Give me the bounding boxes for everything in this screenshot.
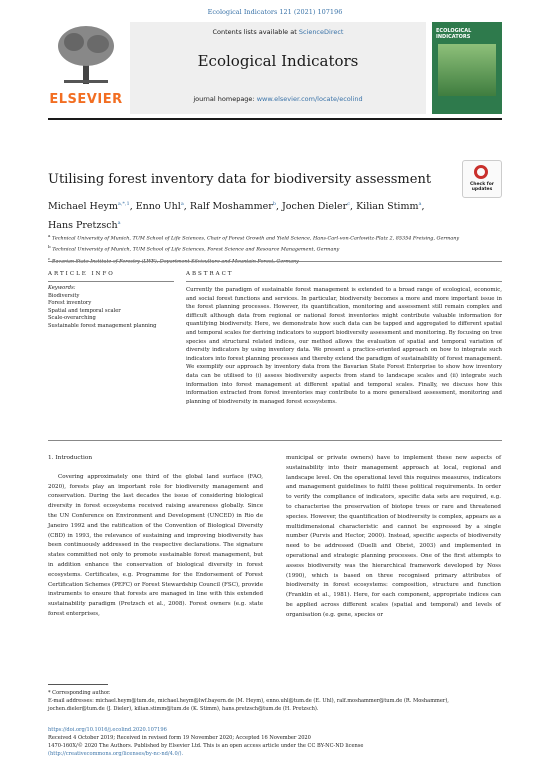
author-name[interactable]: Michael Heym bbox=[48, 201, 118, 213]
publisher-logo-text: ELSEVIER bbox=[49, 92, 123, 107]
publication-info bbox=[48, 726, 502, 742]
author-sup[interactable]: c bbox=[347, 201, 351, 207]
keywords-block bbox=[48, 285, 176, 331]
license-block bbox=[48, 742, 502, 758]
sciencedirect-link[interactable]: ScienceDirect bbox=[298, 28, 344, 36]
author-sup[interactable]: a bbox=[418, 201, 422, 207]
abstract-heading: ABSTRACT bbox=[186, 271, 234, 277]
contents-line bbox=[130, 28, 426, 36]
affiliation-text: Technical University of Munich, TUM School of Life Sciences, Forest Science and Resource Management, Germany bbox=[52, 247, 340, 254]
received-dates: Received 4 October 2019; Received in revised form 19 November 2020; Accepted 16 November 2020 bbox=[48, 735, 311, 742]
divider bbox=[48, 261, 502, 262]
author-sup[interactable]: a bbox=[117, 220, 121, 227]
license-text: 1470-160X/© 2020 The Authors. Published by Elsevier Ltd. This is an open access article under the CC BY-NC-ND license bbox=[48, 743, 364, 749]
footnote-rule bbox=[48, 684, 108, 685]
body-column-left bbox=[48, 454, 263, 620]
email-addresses[interactable]: E-mail addresses: michael.heym@tum.de, michael.heym@lwf.bayern.de (M. Heym), enno.uhl@tum.de (E. Uhl), ralf.moshammer@tum.de (R. Moshammer), jochen.dieler@tum.de (J. Dieler), kilian.stimm@tum.de (K. Stimm), hans.pretzsch@tum.de (H. Pretzsch). bbox=[48, 697, 449, 712]
affiliation-sup: a bbox=[48, 233, 51, 238]
affiliation-sup: c bbox=[48, 255, 51, 261]
body-column-right bbox=[286, 454, 501, 621]
article-info-heading: ARTICLE INFO bbox=[48, 271, 115, 277]
homepage-line bbox=[130, 95, 426, 103]
header-rule bbox=[48, 118, 502, 120]
body-paragraph: Covering approximately one third of the global land surface (FAO, 2020), forests play an important role for biodiversity management and conservation. During the last decades the issue of considering biological diversity in forest ecosystems received raising awareness globally. Since the UN Conference on Environment and Development (UNCED) in Rio de Janeiro 1992 and the ratification of the Convention of Biological Diversity (CBD) in 1993, the relevance of sustaining and improving biodiversity has been continuously addressed in the respective declarations. The signature states committed not only to promote sustainable forest management, but in addition enhance the conservation of biological diversity in forest ecosystems. Certificates, e.g. Programme for the Endorsement of Forest Certification Schemes (PEFC) or Forest Stewardship Council (FSC), provide instruments to ensure that forests are managed in line with this extended sustainability paradigm (Pretzsch et al., 2008). Forest owners (e.g. state forest enterprises, bbox=[48, 473, 263, 617]
doi-link[interactable]: https://doi.org/10.1016/j.ecolind.2020.107196 bbox=[48, 727, 167, 733]
keyword: Sustainable forest management planning bbox=[48, 322, 157, 329]
author-name[interactable]: Kilian Stimm bbox=[356, 201, 419, 213]
cover-image bbox=[438, 44, 496, 96]
author-name[interactable]: Enno Uhl bbox=[135, 201, 181, 213]
journal-header bbox=[48, 22, 502, 114]
license-link[interactable]: (http://creativecommons.org/licenses/by-nc-nd/4.0/). bbox=[48, 751, 184, 758]
divider bbox=[186, 281, 502, 282]
affiliation-text: Technical University of Munich, TUM School of Life Sciences, Chair of Forest Growth and Yield Science, Hans-Carl-von-Carlowitz-Platz 2, 85354 Freising, Germany bbox=[52, 235, 460, 242]
section-heading: 1. Introduction bbox=[48, 455, 93, 461]
author-list: Michael Heym$^{a,*,1}$, Enno Uhl$^a$, Ralf Moshammer$^b$, Jochen Dieler$^c$, Kilian Stimm$^a$, Hans Pretzsch$^a$ bbox=[48, 201, 425, 232]
keyword: Biodiversity bbox=[48, 292, 80, 299]
journal-title: Ecological Indicators bbox=[197, 52, 359, 70]
affiliation bbox=[48, 232, 502, 243]
homepage-link[interactable]: www.elsevier.com/locate/ecolind bbox=[256, 95, 363, 103]
cover-title: ECOLOGICAL INDICATORS bbox=[436, 28, 472, 40]
check-updates-icon bbox=[474, 165, 488, 179]
keyword: Scale-overarching bbox=[48, 315, 96, 322]
check-updates-label: Check for updates bbox=[469, 182, 495, 192]
keywords-heading: Keywords: bbox=[48, 285, 76, 291]
author-name[interactable]: Ralf Moshammer bbox=[189, 201, 273, 213]
divider bbox=[48, 281, 174, 282]
elsevier-tree-icon bbox=[54, 24, 118, 88]
keyword: Forest inventory bbox=[48, 300, 92, 307]
author-sup[interactable]: a bbox=[180, 201, 184, 207]
body-paragraph: municipal or private owners) have to implement these new aspects of sustainability into their management approach at local, regional and landscape level. On the operational level this requires measures, indicators and management guidelines to fulfil these political requirements. In order to verify the compliance of indicators, specific data sets are required, e.g. to characterise the preservation of biotope trees or rare and threatened species. However, the quantification of biodiversity is complex, appears as a multidimensional characteristic and cannot be expressed by a single number (Purvis and Hector, 2000). Instead, specific aspects of biodiversity need to be addressed (Duelli and Obrist, 2003) and implemented in operational and strategic planning processes. One of the first attempts to assess biodiversity was the hierarchical framework developed by Noss (1990), which is based on three recognised primary attributes of biodiversity in forest ecosystems: composition, structure and function (Franklin et al., 1981). Here, for each component, appropriate indices can be applied across different scales (spatial and temporal) and levels of organisation (e.g. gene, species or bbox=[286, 455, 501, 618]
author-sup[interactable]: a,*,1 bbox=[117, 201, 130, 207]
check-updates-badge[interactable] bbox=[462, 160, 502, 198]
journal-cover[interactable] bbox=[432, 22, 502, 114]
affiliation-sup: b bbox=[48, 244, 51, 250]
footnotes bbox=[48, 690, 502, 713]
keyword: Spatial and temporal scaler bbox=[48, 307, 121, 314]
article-title: Utilising forest inventory data for biodiversity assessment bbox=[48, 172, 432, 187]
author-name[interactable]: Jochen Dieler bbox=[282, 201, 348, 213]
journal-masthead bbox=[130, 22, 426, 114]
corresponding-author-note: * Corresponding author. bbox=[48, 690, 111, 696]
affiliation bbox=[48, 243, 502, 254]
contents-prefix: Contents lists available at bbox=[212, 28, 299, 36]
author-sup[interactable]: b bbox=[272, 201, 276, 207]
journal-citation[interactable]: Ecological Indicators 121 (2021) 107196 bbox=[207, 8, 343, 16]
elsevier-logo[interactable] bbox=[48, 22, 124, 114]
divider bbox=[48, 440, 502, 441]
author-name[interactable]: Hans Pretzsch bbox=[48, 220, 118, 232]
homepage-prefix: journal homepage: bbox=[193, 95, 257, 103]
abstract-text: Currently the paradigm of sustainable forest management is extended to a broad range of ecological, economic, and social forest functions and services. In particular, biodiversity becomes a more and more important issue in the forest planning processes. However, its quantification, monitoring and assessment still remain complex and difficult although data from regional or national forest inventories might contribute valuable information for quantifying biodiversity. Here, we demonstrate how such data can be tapped and aggregated to different spatial and temporal scales for deriving indicators to support biodiversity assessment and monitoring. By focusing on tree species and structural related indices, our method allows the evaluation of spatial and temporal variation of diversity indicators by using inventory data. We present a practice-oriented approach on how to integrate such indicators into forest planning processes and thereby extend the paradigm of sustainability of forest management. We exemplify our approach by inventory data from the Bavarian State Forest Enterprise to show how inventory data can be utilised to (i) assess biodiversity aspects from stand to landscape scales and (ii) integrate such information into forest management at different spatial and temporal scales. Finally, we discuss how this information extracted from forest inventories may contribute to a more generalised assessment, monitoring and planning of biodiversity in managed forest ecosystems. bbox=[186, 287, 502, 405]
